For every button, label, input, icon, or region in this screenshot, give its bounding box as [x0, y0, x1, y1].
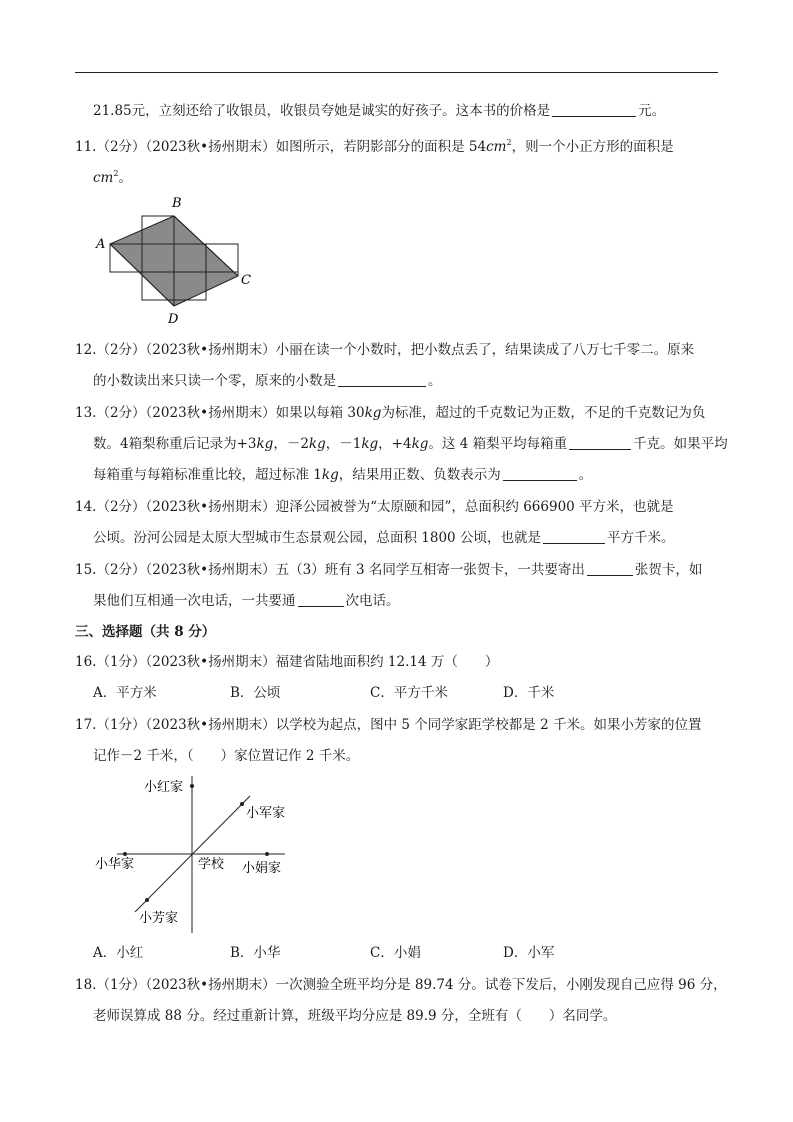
section-title: 三、选择题（共 8 分） — [75, 624, 216, 640]
label-D: D — [168, 312, 179, 327]
q18-line1: 18.（1分）（2023秋•扬州期末）一次测验全班平均分是 89.74 分。试卷下发后，小刚发现自己应得 96 分， — [75, 977, 727, 993]
q11-line1: 11.（2分）（2023秋•扬州期末）如图所示，若阴影部分的面积是 $54cm^2$，则一个小正方形的面积是 — [75, 138, 674, 155]
q14-blank[interactable] — [543, 530, 605, 544]
q10-tail — [93, 102, 665, 120]
q18-line2: 老师误算成 88 分。经过重新计算，班级平均分应是 89.9 分，全班有（ ）名同学。 — [93, 1008, 617, 1024]
q17-option-d[interactable]: D．小军 — [503, 945, 555, 961]
dot-jun — [240, 802, 244, 806]
q12-line1: 12.（2分）（2023秋•扬州期末）小丽在读一个小数时，把小数点丢了，结果读成了八万七千零二。原来 — [75, 342, 695, 358]
label-xiaohong: 小红家 — [144, 780, 184, 795]
label-xiaojun: 小军家 — [246, 806, 286, 821]
label-xiaohua: 小华家 — [95, 857, 135, 872]
q11-line2: $cm^2$。 — [93, 169, 132, 186]
q11-figure — [90, 192, 260, 327]
dot-fang — [145, 898, 149, 902]
q14-line1: 14.（2分）（2023秋•扬州期末）迎泽公园被誉为“太原颐和园”，总面积约 666900 平方米，也就是 — [75, 499, 674, 515]
q12-blank[interactable] — [338, 373, 426, 387]
q12-line2: 的小数读出来只读一个零，原来的小数是 。 — [93, 373, 442, 389]
label-C: C — [241, 273, 251, 288]
q16-stem: 16.（1分）（2023秋•扬州期末）福建省陆地面积约 12.14 万（ ） — [75, 654, 499, 670]
label-B: B — [172, 196, 182, 211]
q11-unit: cm — [486, 139, 507, 155]
q17-diagram — [95, 770, 305, 935]
header-rule — [75, 72, 718, 73]
q10-after: 元。 — [638, 103, 666, 119]
dot-hua — [123, 852, 127, 856]
q14-line2: 公顷。汾河公园是太原大型城市生态景观公园，总面积 1800 公顷，也就是 平方千米。 — [93, 530, 675, 546]
q13-line1: 13.（2分）（2023秋•扬州期末）如果以每箱 30kg为标准，超过的千克数记为正数，不足的千克数记为负 — [75, 405, 706, 421]
label-A: A — [96, 237, 106, 252]
label-xiaofang: 小芳家 — [139, 911, 179, 926]
q13-line3: 每箱重与每箱标准重比较，超过标准 1kg，结果用正数、负数表示为 。 — [93, 467, 593, 483]
q13-line2: 数。4箱梨称重后记录为+3kg，－2kg，－1kg，+4kg。这 4 箱梨平均每箱重 千克。如果平均 — [93, 436, 728, 452]
q10-blank[interactable] — [552, 103, 636, 117]
q17-option-a[interactable]: A．小红 — [93, 945, 144, 961]
label-school: 学校 — [198, 857, 225, 872]
q15-blank-1[interactable] — [587, 562, 633, 576]
label-xiaojuan: 小娟家 — [242, 861, 282, 876]
q16-option-b[interactable]: B．公顷 — [230, 685, 281, 701]
dot-red — [190, 784, 194, 788]
q16-option-a[interactable]: A．平方米 — [93, 685, 157, 701]
q17-line2: 记作－2 千米，（ ）家位置记作 2 千米。 — [93, 748, 360, 764]
dot-juan — [265, 852, 269, 856]
q16-option-c[interactable]: C．平方千米 — [370, 685, 448, 701]
q15-blank-2[interactable] — [298, 593, 344, 607]
q10-text: 21.85元，立刻还给了收银员，收银员夸她是诚实的好孩子。这本书的价格是 — [93, 103, 551, 119]
q13-blank-1[interactable] — [569, 436, 631, 450]
q17-option-c[interactable]: C．小娟 — [370, 945, 421, 961]
q15-line1: 15.（2分）（2023秋•扬州期末）五（3）班有 3 名同学互相寄一张贺卡，一共要寄出 张贺卡，如 — [75, 562, 703, 578]
q16-option-d[interactable]: D．千米 — [503, 685, 555, 701]
q17-line1: 17.（1分）（2023秋•扬州期末）以学校为起点，图中 5 个同学家距学校都是 2 千米。如果小芳家的位置 — [75, 717, 702, 733]
q15-line2: 果他们互相通一次电话，一共要通 次电话。 — [93, 593, 400, 609]
q13-blank-2[interactable] — [503, 467, 577, 481]
q17-option-b[interactable]: B．小华 — [230, 945, 281, 961]
